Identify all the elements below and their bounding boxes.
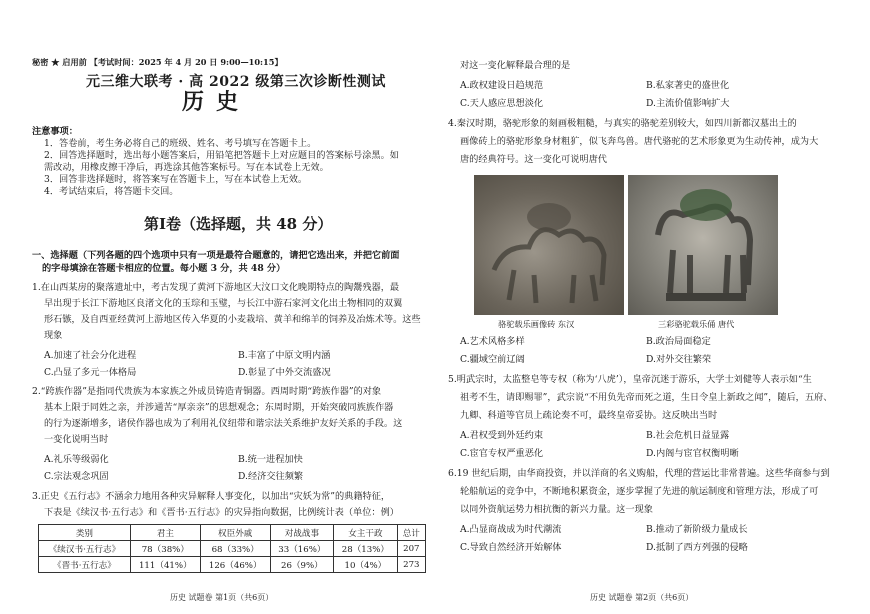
- question-5-line: 5.明武宗时，太监整皂等专权（称为‘八虎’），皇帝沉迷于游乐，大学士刘健等人表示如“生: [448, 374, 812, 385]
- question-4-line: 4.秦汉时期，骆驼形象的刻画极粗糙，与真实的骆驼差别较大，如四川新都汉墓出土的: [448, 118, 797, 129]
- table-cell: 10（4%）: [334, 557, 397, 573]
- option-d: D.对外交往繁荣: [646, 354, 712, 365]
- option-d: D.内阁与宦官权衡明晰: [646, 448, 739, 459]
- option-c: C.宦官专权严重恶化: [460, 448, 544, 459]
- page-1: [32, 0, 430, 614]
- table-header-cell: 对战战事: [270, 525, 333, 541]
- table-cell: 78（38%）: [130, 541, 200, 557]
- option-d: D.主流价值影响扩大: [646, 98, 730, 109]
- instruction-line: 的字母填涂在答题卡相应的位置。每小题 3 分，共 48 分）: [42, 263, 286, 274]
- option-b: B.社会危机日益显露: [646, 430, 730, 441]
- question-1-line: 现象: [44, 330, 63, 341]
- question-1-line: 形石镞，及自西亚经黄河上游地区传入华夏的小麦栽培、黄羊和绵羊的饲养及冶炼术等。这些: [44, 314, 421, 325]
- question-4-line: 画像砖上的骆驼形象身材粗犷，似飞奔鸟兽。唐代骆驼的艺术形象更为生动传神，成为大: [460, 136, 819, 147]
- question-1-line: 1.在山西某房的聚落遗址中，考古发现了黄河下游地区大汶口文化晚期特点的陶鬶残器，最: [32, 282, 400, 293]
- data-table: [38, 524, 426, 573]
- table-cell: 《续汉书·五行志》: [39, 541, 131, 557]
- option-a: A.艺术风格多样: [460, 336, 525, 347]
- table-cell: 26（9%）: [270, 557, 333, 573]
- table-row: [39, 557, 426, 573]
- option-a: A.礼乐等级弱化: [44, 454, 109, 465]
- question-2-line: 2.“跨族作器”是指同代贵族为本家族之外成员铸造青铜器。西周时期“跨族作器”的对象: [32, 386, 382, 397]
- exam-title: 元三维大联考 · 高 2022 级第三次诊断性测试: [86, 74, 386, 90]
- table-cell: 《晋书·五行志》: [39, 557, 131, 573]
- option-c: C.天人感应思想淡化: [460, 98, 544, 109]
- table-header-cell: 女主干政: [334, 525, 397, 541]
- question-5-line: 九卿、科道等官员上疏论奏不可，最终皇帝妥协。这反映出当时: [460, 410, 718, 421]
- page-2: [448, 0, 846, 614]
- question-2-line: 一变化说明当时: [44, 434, 109, 445]
- option-a: A.加速了社会分化进程: [44, 350, 137, 361]
- question-6-line: 以同外资航运势力相抗衡的新兴力量。这一现象: [460, 504, 653, 515]
- option-b: B.丰富了中原文明内涵: [238, 350, 331, 361]
- camel-brick-image: [474, 175, 624, 315]
- option-d: D.经济交往频繁: [238, 471, 304, 482]
- table-header-cell: 总计: [397, 525, 425, 541]
- table-header-cell: 权臣外戚: [200, 525, 270, 541]
- table-header-cell: 君主: [130, 525, 200, 541]
- option-a: A.君权受到外廷约束: [460, 430, 544, 441]
- section-title: 第Ⅰ卷（选择题，共 48 分）: [144, 215, 333, 233]
- option-b: B.政治局面稳定: [646, 336, 711, 347]
- page-footer: 历史 试题卷 第2页（共6页）: [590, 593, 694, 602]
- table-cell: 33（16%）: [270, 541, 333, 557]
- table-row: [39, 541, 426, 557]
- table-cell: 28（13%）: [334, 541, 397, 557]
- table-cell: 273: [397, 557, 425, 573]
- note-line: 2．回答选择题时，选出每小题答案后，用铅笔把答题卡上对应题目的答案标号涂黑。如: [44, 150, 399, 161]
- question-2-line: 基本上限于同姓之亲，并涉通苦“厚亲亲”的思想观念；东周时期，开始突破同族族作器: [44, 402, 394, 413]
- image-caption: 三彩骆驼载乐俑 唐代: [658, 319, 735, 329]
- question-3-tail: 对这一变化解释最合理的是: [460, 60, 571, 71]
- table-cell: 126（46%）: [200, 557, 270, 573]
- image-caption: 骆驼载乐画像砖 东汉: [498, 319, 575, 329]
- table-header-cell: 类别: [39, 525, 131, 541]
- subject-title: 历史: [182, 89, 251, 115]
- note-line: 4．考试结束后，将答题卡交回。: [44, 186, 179, 197]
- option-c: C.凸显了多元一体格局: [44, 367, 137, 378]
- option-a: A.政权建设日趋规范: [460, 80, 544, 91]
- option-b: B.私家著史的盛世化: [646, 80, 730, 91]
- question-4-line: 唐的经典符号。这一变化可说明唐代: [460, 154, 607, 165]
- option-c: C.导致自然经济开始解体: [460, 542, 562, 553]
- table-header-row: [39, 525, 426, 541]
- page-footer: 历史 试题卷 第1页（共6页）: [170, 593, 274, 602]
- table-cell: 111（41%）: [130, 557, 200, 573]
- option-c: C.疆域空前辽阔: [460, 354, 525, 365]
- notes-title: 注意事项：: [32, 126, 78, 137]
- option-b: B.统一进程加快: [238, 454, 303, 465]
- note-line: 需改动，用橡皮擦干净后，再选涂其他答案标号。写在本试卷上无效。: [44, 162, 329, 173]
- question-3-line: 3.正史《五行志》不涵余力地用各种灾异解释人事变化，以加出“灾妖为常”的典籍特征，: [32, 491, 391, 502]
- option-d: D.抵制了西方列强的侵略: [646, 542, 748, 553]
- question-2-line: 的行为逐渐增多，诸侯作器也成为了利用礼仪纽带和谐宗法关系维护友好关系的手段。这: [44, 418, 403, 429]
- question-6-line: 6.19 世纪后期，由华商投资，并以洋商的名义购船，代理的营运比非常普遍。这些华商参与到: [448, 468, 830, 479]
- option-b: B.推动了新阶级力量成长: [646, 524, 748, 535]
- camel-relief-drawing: [474, 175, 624, 315]
- option-c: C.宗法观念巩固: [44, 471, 109, 482]
- question-1-line: 早出现于长江下游地区良渚文化的玉琮和玉璧，与长江中游石家河文化出土物相同的双翼: [44, 298, 403, 309]
- question-3-line: 下表是《续汉书·五行志》和《晋书·五行志》的灾异指向数据，比例统计表（单位：例）: [44, 507, 399, 518]
- question-6-line: 轮船航运的竞争中，不断地积累资金，逐步掌握了先进的航运制度和管理方法，形成了可: [460, 486, 819, 497]
- option-a: A.凸显商战成为时代潮流: [460, 524, 562, 535]
- instruction-line: 一、选择题（下列各题的四个选项中只有一项是最符合题意的，请把它选出来，并把它前面: [32, 250, 400, 261]
- table-cell: 207: [397, 541, 425, 557]
- table-cell: 68（33%）: [200, 541, 270, 557]
- note-line: 3．回答非选择题时，将答案写在答题卡上，写在本试卷上无效。: [44, 174, 308, 185]
- tricolor-camel-image: [628, 175, 778, 315]
- question-5-line: 祖考不生，请即赐罪”，武宗说“不用负先帝而死之道，生日令皇上新政之闻”，随后，五府、: [460, 392, 833, 403]
- option-d: D.彰显了中外交流盛况: [238, 367, 331, 378]
- camel-figurine-drawing: [628, 175, 778, 315]
- note-line: 1．答卷前，考生务必将自己的班级、姓名、考号填写在答题卡上。: [44, 138, 317, 149]
- exam-header: 秘密 ★ 启用前 【考试时间：2025 年 4 月 20 日 9:00—10:15】: [32, 57, 283, 67]
